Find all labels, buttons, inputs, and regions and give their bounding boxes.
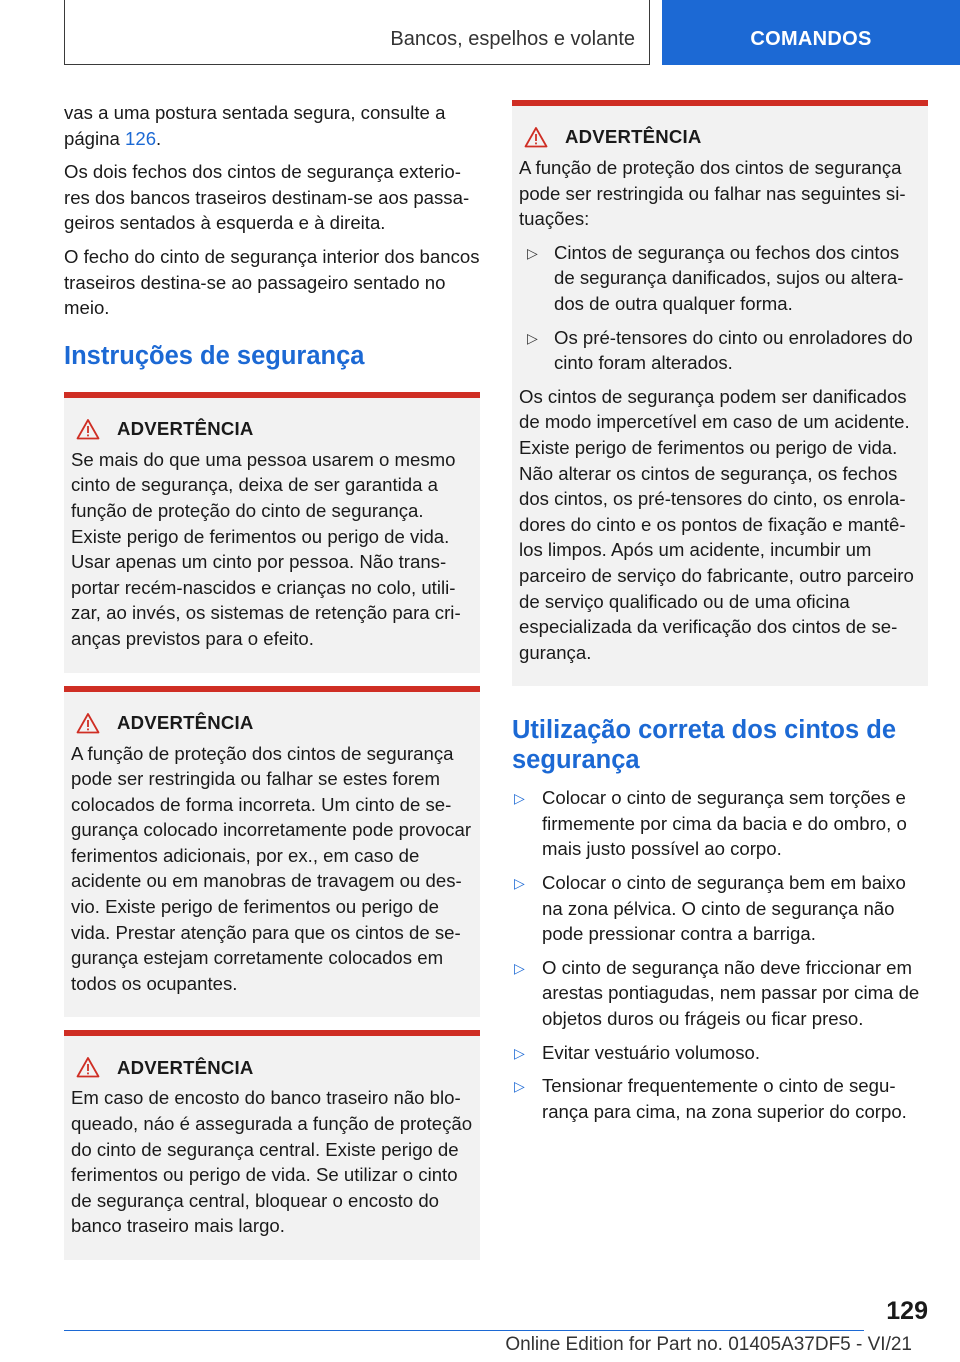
list-item: ▷ Cintos de segurança ou fechos dos cintos de segurança danificados, sujos ou alterados de outra qualquer forma. [527,241,904,314]
list-item: ▷ Os pré-tensores do cinto ou enroladores do cinto foram alterados. [527,326,913,374]
triangle-right-bullet-icon: ▷ [514,1078,525,1095]
warning-body: Em caso de encosto do banco traseiro não bloqueado, náo é assegurada a função de proteção do cinto de segurança central. Existe perigo de ferimentos ou perigo de vida. Se utilizar o cinto de segurança central, bloquear o encosto do banco traseiro mais largo. [71,1087,473,1237]
warning-header [71,1055,473,1079]
triangle-right-bullet-icon: ▷ [527,329,538,346]
warning-triangle-icon [524,126,548,148]
warning-box [64,1030,480,1260]
triangle-right-bullet-icon: ▷ [527,244,538,261]
warning-box [512,100,928,686]
warning-triangle-icon [76,1056,100,1078]
warning-box [64,686,480,1018]
header-chapter-tab[interactable] [662,0,960,65]
warning-triangle-icon [76,712,100,734]
section-heading-safety: Instruções de segurança [64,341,365,370]
triangle-right-bullet-icon: ▷ [514,1044,525,1061]
warning-body: Se mais do que uma pessoa usarem o mesmo cinto de segurança, deixa de ser garantida a função de proteção do cinto de segurança. Existe perigo de ferimentos ou perigo de vida. Usar apenas um cinto por pessoa. Não transportar recém-nascidos e crianças no colo, utilizar, ao invés, os sistemas de retenção para crianças previstos para o efeito. [71,448,461,649]
footer-divider [64,1330,864,1331]
warning-list [519,240,921,376]
list-item: ▷ Colocar o cinto de segurança sem torções e firmemente por cima da bacia e do ombro, o mais justo possível ao corpo. [514,787,907,860]
list-item: ▷ O cinto de segurança não deve friccionar em arestas pontiagudas, nem passar por cima de objetos duros ou frágeis ou ficar preso. [514,956,920,1030]
paragraph-seating: vas a uma postura sentada segura, consulte a página 126. [64,102,446,149]
warning-body: Os cintos de segurança podem ser danificados de modo impercetível em caso de um acidente. Existe perigo de ferimentos ou perigo de vida. Não alterar os cintos de segurança, os fechos dos cintos, os pré-tensores do cinto, os enroladores do cinto e os pontos de fixação e mantê-los limpos. Após um acidente, incumbir um parceiro de serviço do fabricante, outro parceiro de serviço qualificado ou de uma oficina especializada da verificação dos cintos de segurança. [519,385,914,663]
triangle-right-bullet-icon: ▷ [514,959,525,976]
list-item: ▷ Tensionar frequentemente o cinto de segurança para cima, na zona superior do corpo. [514,1075,907,1122]
list-item: ▷ Colocar o cinto de segurança bem em baixo na zona pélvica. O cinto de segurança não pode pressionar contra a barriga. [514,872,906,945]
warning-box [64,392,480,673]
warning-header [71,711,473,735]
warning-intro: A função de proteção dos cintos de segurança pode ser restringida ou falhar nas seguintes situações: [519,157,906,230]
warning-title: ADVERTÊNCIA [565,126,702,148]
triangle-right-bullet-icon: ▷ [514,875,525,892]
page-reference-link[interactable]: 126 [125,127,157,149]
triangle-right-bullet-icon: ▷ [514,790,525,807]
list-item: ▷ Evitar vestuário volumoso. [512,1040,928,1066]
left-column [64,100,480,1273]
warning-header [71,417,473,441]
warning-body: A função de proteção dos cintos de segurança pode ser restringida ou falhar se estes forem colocados de forma incorreta. Um cinto de segurança colocado incorretamente pode provocar ferimentos adicionais, por ex., em caso de acidente ou em manobras de travagem ou desvio. Existe perigo de ferimentos ou perigo de vida. Prestar atenção para que os cintos de segurança estejam corretamente colocados em todos os ocupantes. [71,742,472,994]
right-column [512,100,928,1132]
warning-triangle-icon [76,418,100,440]
warning-title: ADVERTÊNCIA [117,1056,254,1078]
header-section-title: Bancos, espelhos e volante [390,28,635,50]
warning-title: ADVERTÊNCIA [117,417,254,439]
section-heading-correct-use: Utilização correta dos cintos de segurança [512,716,897,775]
warning-header [519,125,921,149]
correct-use-list [512,785,928,1124]
paragraph-outer-buckles: Os dois fechos dos cintos de segurança exteriores dos bancos traseiros destinam-se aos passageiros sentados à esquerda e à direita. [64,161,470,234]
footer-edition: Online Edition for Part no. 01405A37DF5 - VI/21 [505,1334,912,1355]
warning-title: ADVERTÊNCIA [117,711,254,733]
page-number: 129 [886,1297,928,1325]
paragraph-inner-buckle: O fecho do cinto de segurança interior dos bancos traseiros destina-se ao passageiro sentado no meio. [64,245,480,319]
header-chapter-label: COMANDOS [750,28,872,50]
header-section-box [64,0,650,65]
